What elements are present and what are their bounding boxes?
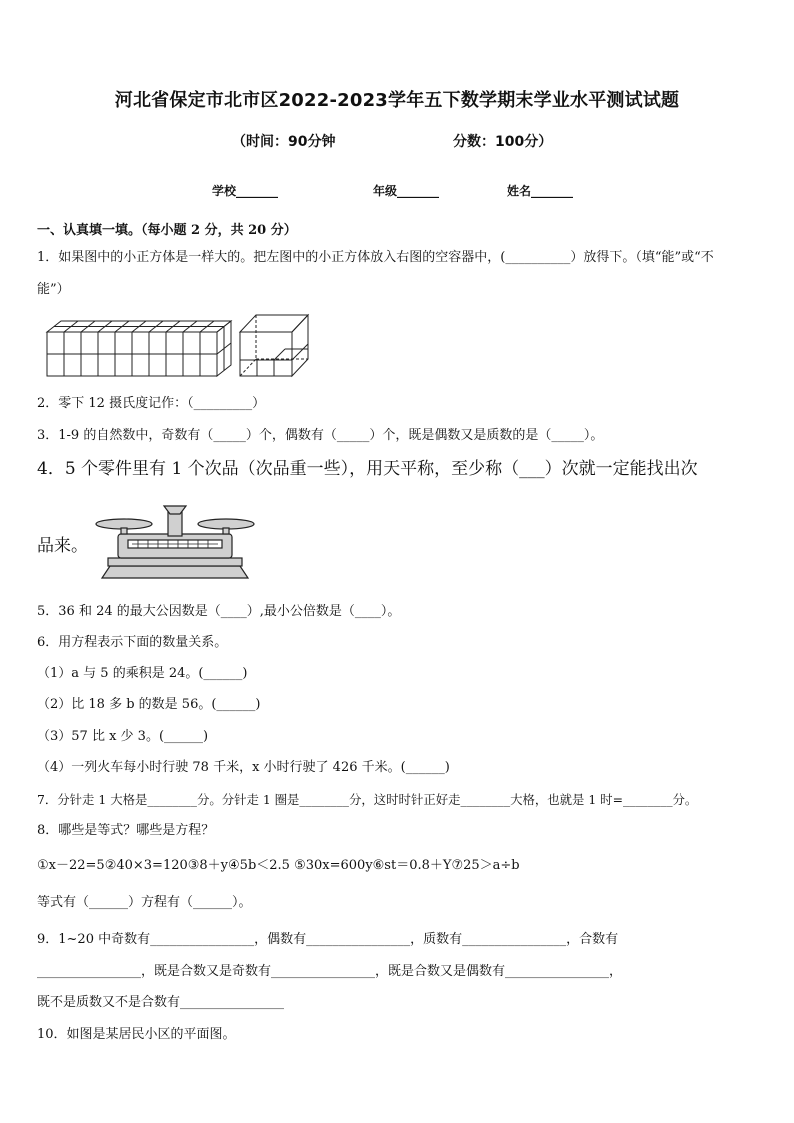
balance-scale-figure [94, 498, 256, 586]
question-9-line2: ________________，既是合数又是奇数有________________，既是合数又是偶数有________________， [37, 964, 623, 979]
question-7: 7．分针走 1 大格是________分。分针走 1 圈是________分，这时时针正好走________大格，也就是 1 时=________分。 [37, 792, 698, 807]
question-5: 5．36 和 24 的最大公因数是（____）,最小公倍数是（____）。 [37, 604, 401, 619]
question-1-line1: 1．如果图中的小正方体是一样大的。把左图中的小正方体放入右图的空容器中，(__________）放得下。（填“能”或“不 [37, 250, 714, 265]
question-10: 10．如图是某居民小区的平面图。 [37, 1027, 236, 1042]
grade-field[interactable]: 年级_______ [373, 184, 440, 198]
exam-time: （时间：90分钟 [232, 134, 336, 150]
name-field[interactable]: 姓名_______ [507, 184, 574, 198]
question-2: 2．零下 12 摄氏度记作：（_________） [37, 396, 266, 411]
question-8-items: ①x－22=5②40×3=120③8＋y④5b＜2.5 ⑤30x=600y⑥st＝0.8＋Y⑦25＞a÷b [37, 858, 520, 873]
question-6-4: （4）一列火车每小时行驶 78 千米，x 小时行驶了 426 千米。(______) [37, 760, 450, 775]
question-6-1: （1）a 与 5 的乘积是 24。(______) [37, 666, 248, 681]
question-6-3: （3）57 比 x 少 3。(______) [37, 729, 209, 744]
section-heading: 一、认真填一填。（每小题 2 分，共 20 分） [37, 223, 297, 238]
question-6: 6．用方程表示下面的数量关系。 [37, 635, 228, 650]
question-8-answer: 等式有（______）方程有（______）。 [37, 895, 252, 910]
exam-score: 分数：100分） [453, 134, 553, 150]
question-9-line1: 9．1~20 中奇数有________________，偶数有________________，质数有________________，合数有 [37, 932, 619, 947]
question-4-line1: 4．5 个零件里有 1 个次品（次品重一些），用天平称，至少称（___）次就一定能找出次 [37, 459, 698, 479]
question-4-line2: 品来。 [37, 536, 88, 556]
question-6-2: （2）比 18 多 b 的数是 56。(______) [37, 697, 261, 712]
school-field[interactable]: 学校_______ [212, 184, 279, 198]
page-title: 河北省保定市北市区2022-2023学年五下数学期末学业水平测试试题 [114, 90, 680, 111]
cubes-figure [45, 313, 315, 381]
question-8: 8．哪些是等式？哪些是方程？ [37, 823, 215, 838]
question-1-line2: 能”） [37, 282, 70, 297]
question-9-line3: 既不是质数又不是合数有________________ [37, 995, 285, 1010]
question-3: 3．1-9 的自然数中，奇数有（_____）个，偶数有（_____）个，既是偶数又是质数的是（_____）。 [37, 428, 604, 443]
